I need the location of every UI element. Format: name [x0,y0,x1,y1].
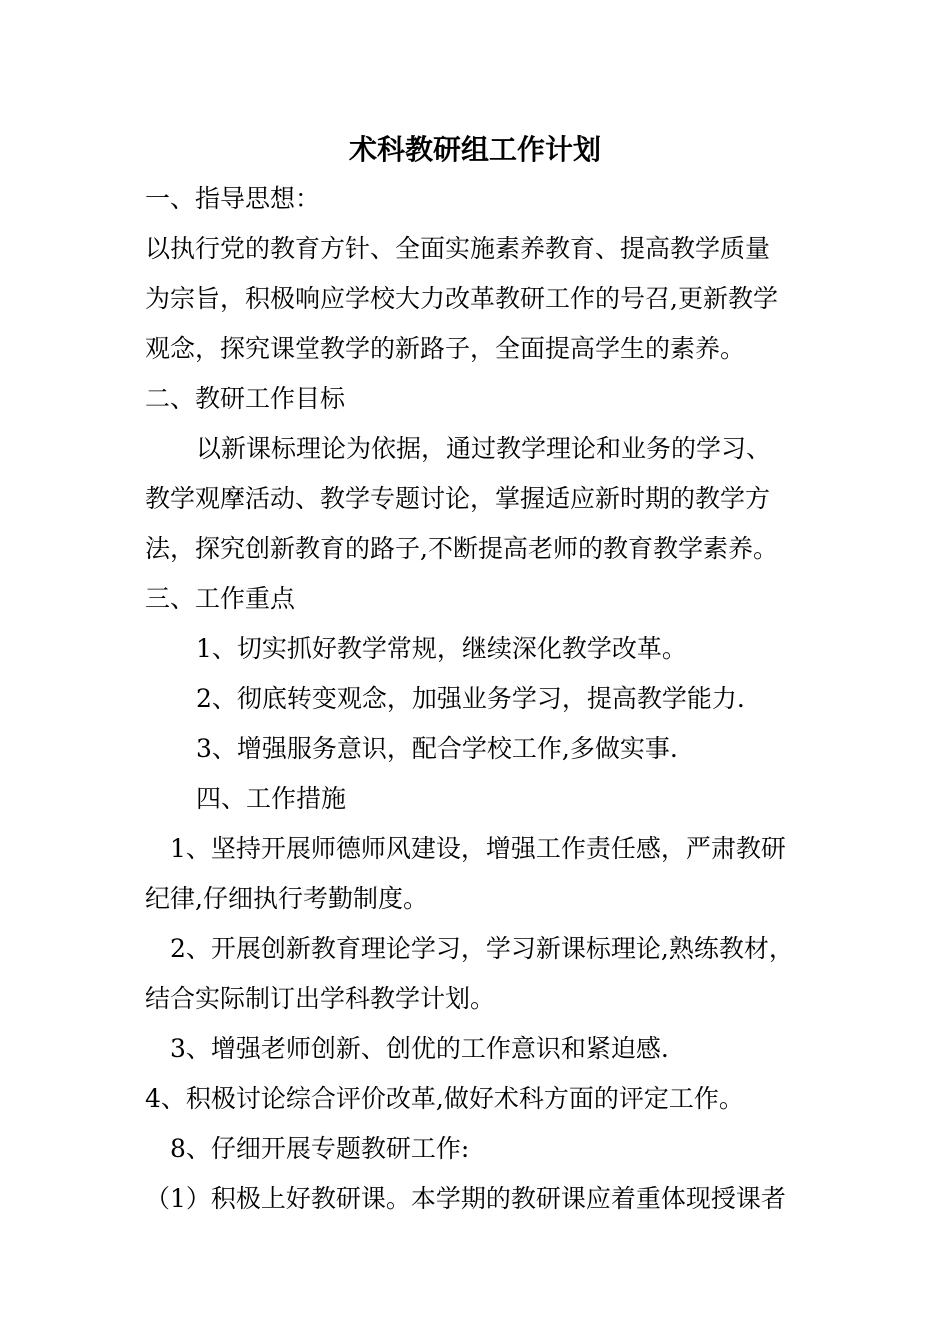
list-item: （1）积极上好教研课。本学期的教研课应着重体现授课者 [145,1184,786,1213]
list-item: 4、积极讨论综合评价改革,做好术科方面的评定工作。 [145,1084,744,1113]
list-item: 3、增强老师创新、创优的工作意识和紧迫感. [170,1034,669,1063]
paragraph-line: 教学观摩活动、教学专题讨论，掌握适应新时期的教学方 [145,484,771,513]
document-title: 术科教研组工作计划 [348,133,601,166]
list-item: 3、增强服务意识，配合学校工作,多做实事. [196,734,678,763]
paragraph-line: 法，探究创新教育的路子,不断提高老师的教育教学素养。 [145,534,778,563]
paragraph-line: 纪律,仔细执行考勤制度。 [145,884,428,913]
paragraph-line: 以新课标理论为依据，通过教学理论和业务的学习、 [196,434,772,463]
section-heading-goals: 二、教研工作目标 [145,384,346,413]
paragraph-line: 观念，探究课堂教学的新路子，全面提高学生的素养。 [145,334,746,363]
paragraph-line: 为宗旨，积极响应学校大力改革教研工作的号召,更新教学 [145,284,778,313]
list-item: 1、坚持开展师德师风建设，增强工作责任感，严肃教研 [170,834,786,863]
paragraph-line: 以执行党的教育方针、全面实施素养教育、提高教学质量 [145,234,771,263]
section-heading-key-points: 三、工作重点 [145,584,296,613]
paragraph-line: 结合实际制订出学科教学计划。 [145,984,496,1013]
list-item: 8、仔细开展专题教研工作: [170,1134,470,1163]
list-item: 1、切实抓好教学常规，继续深化教学改革。 [196,634,687,663]
section-heading-measures: 四、工作措施 [196,784,347,813]
section-heading-guiding-thought: 一、指导思想： [145,184,321,213]
list-item: 2、开展创新教育理论学习，学习新课标理论,熟练教材， [170,934,794,963]
list-item: 2、彻底转变观念，加强业务学习，提高教学能力. [196,684,745,713]
